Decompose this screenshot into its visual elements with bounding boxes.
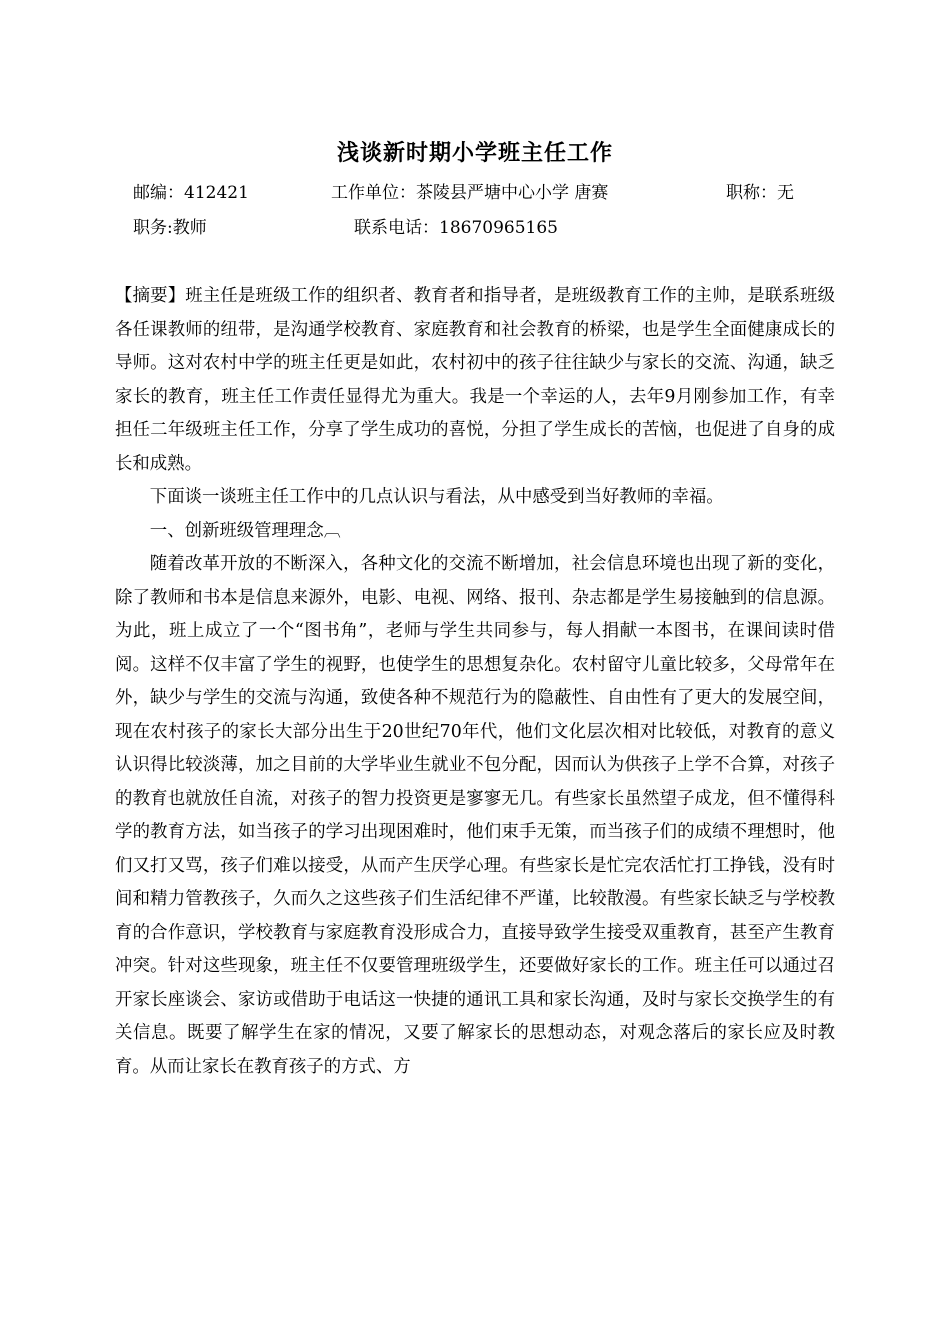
section-break-mark: ︹ bbox=[323, 520, 341, 541]
professional-title: 职称：无 bbox=[726, 183, 794, 203]
intro-paragraph: 下面谈一谈班主任工作中的几点认识与看法，从中感受到当好教师的幸福。 bbox=[149, 487, 724, 507]
abstract-label: 【摘要】 bbox=[115, 286, 186, 306]
section-heading-text: 一、创新班级管理理念 bbox=[149, 520, 324, 541]
work-unit: 工作单位：茶陵县严塘中心小学 唐赛 bbox=[331, 183, 609, 203]
abstract-text: 班主任是班级工作的组织者、教育者和指导者，是班级教育工作的主帅，是联系班级各任课教师的纽带，是沟通学校教育、家庭教育和社会教育的桥梁，也是学生全面健康成长的导师。这对农村中学的班主任更是如此，农村初中的孩子往往缺少与家长的交流、沟通，缺乏家长的教育，班主任工作责任显得尤为重大。我是一个幸运的人，去年9月刚参加工作，有幸担任二年级班主任工作，分享了学生成功的喜悦，分担了学生成长的苦恼，也促进了自身的成长和成熟。 bbox=[115, 286, 835, 474]
postcode: 邮编：412421 bbox=[133, 183, 249, 203]
article-body bbox=[115, 280, 835, 1084]
job-position: 职务:教师 bbox=[133, 218, 207, 238]
phone-number: 联系电话：18670965165 bbox=[354, 218, 558, 238]
section-paragraph: 随着改革开放的不断深入，各种文化的交流不断增加，社会信息环境也出现了新的变化，除了教师和书本是信息来源外，电影、电视、网络、报刊、杂志都是学生易接触到的信息源。为此，班上成立了一个“图书角”，老师与学生共同参与，每人捐献一本图书，在课间读时借阅。这样不仅丰富了学生的视野，也使学生的思想复杂化。农村留守儿童比较多，父母常年在外，缺少与学生的交流与沟通，致使各种不规范行为的隐蔽性、自由性有了更大的发展空间，现在农村孩子的家长大部分出生于20世纪70年代，他们文化层次相对比较低，对教育的意义认识得比较淡薄，加之目前的大学毕业生就业不包分配，因而认为供孩子上学不合算，对孩子的教育也就放任自流，对孩子的智力投资更是寥寥无几。有些家长虽然望子成龙，但不懂得科学的教育方法，如当孩子的学习出现困难时，他们束手无策，而当孩子们的成绩不理想时，他们又打又骂，孩子们难以接受，从而产生厌学心理。有些家长是忙完农活忙打工挣钱，没有时间和精力管教孩子，久而久之这些孩子们生活纪律不严谨，比较散漫。有些家长缺乏与学校教育的合作意识，学校教育与家庭教育没形成合力，直接导致学生接受双重教育，甚至产生教育冲突。针对这些现象，班主任不仅要管理班级学生，还要做好家长的工作。班主任可以通过召开家长座谈会、家访或借助于电话这一快捷的通讯工具和家长沟通，及时与家长交换学生的有关信息。既要了解学生在家的情况，又要了解家长的思想动态，对观念落后的家长应及时教育。从而让家长在教育孩子的方式、方 bbox=[115, 554, 835, 1077]
page-title: 浅谈新时期小学班主任工作 bbox=[336, 140, 613, 166]
section-heading bbox=[115, 515, 835, 549]
abstract-paragraph bbox=[115, 280, 835, 481]
